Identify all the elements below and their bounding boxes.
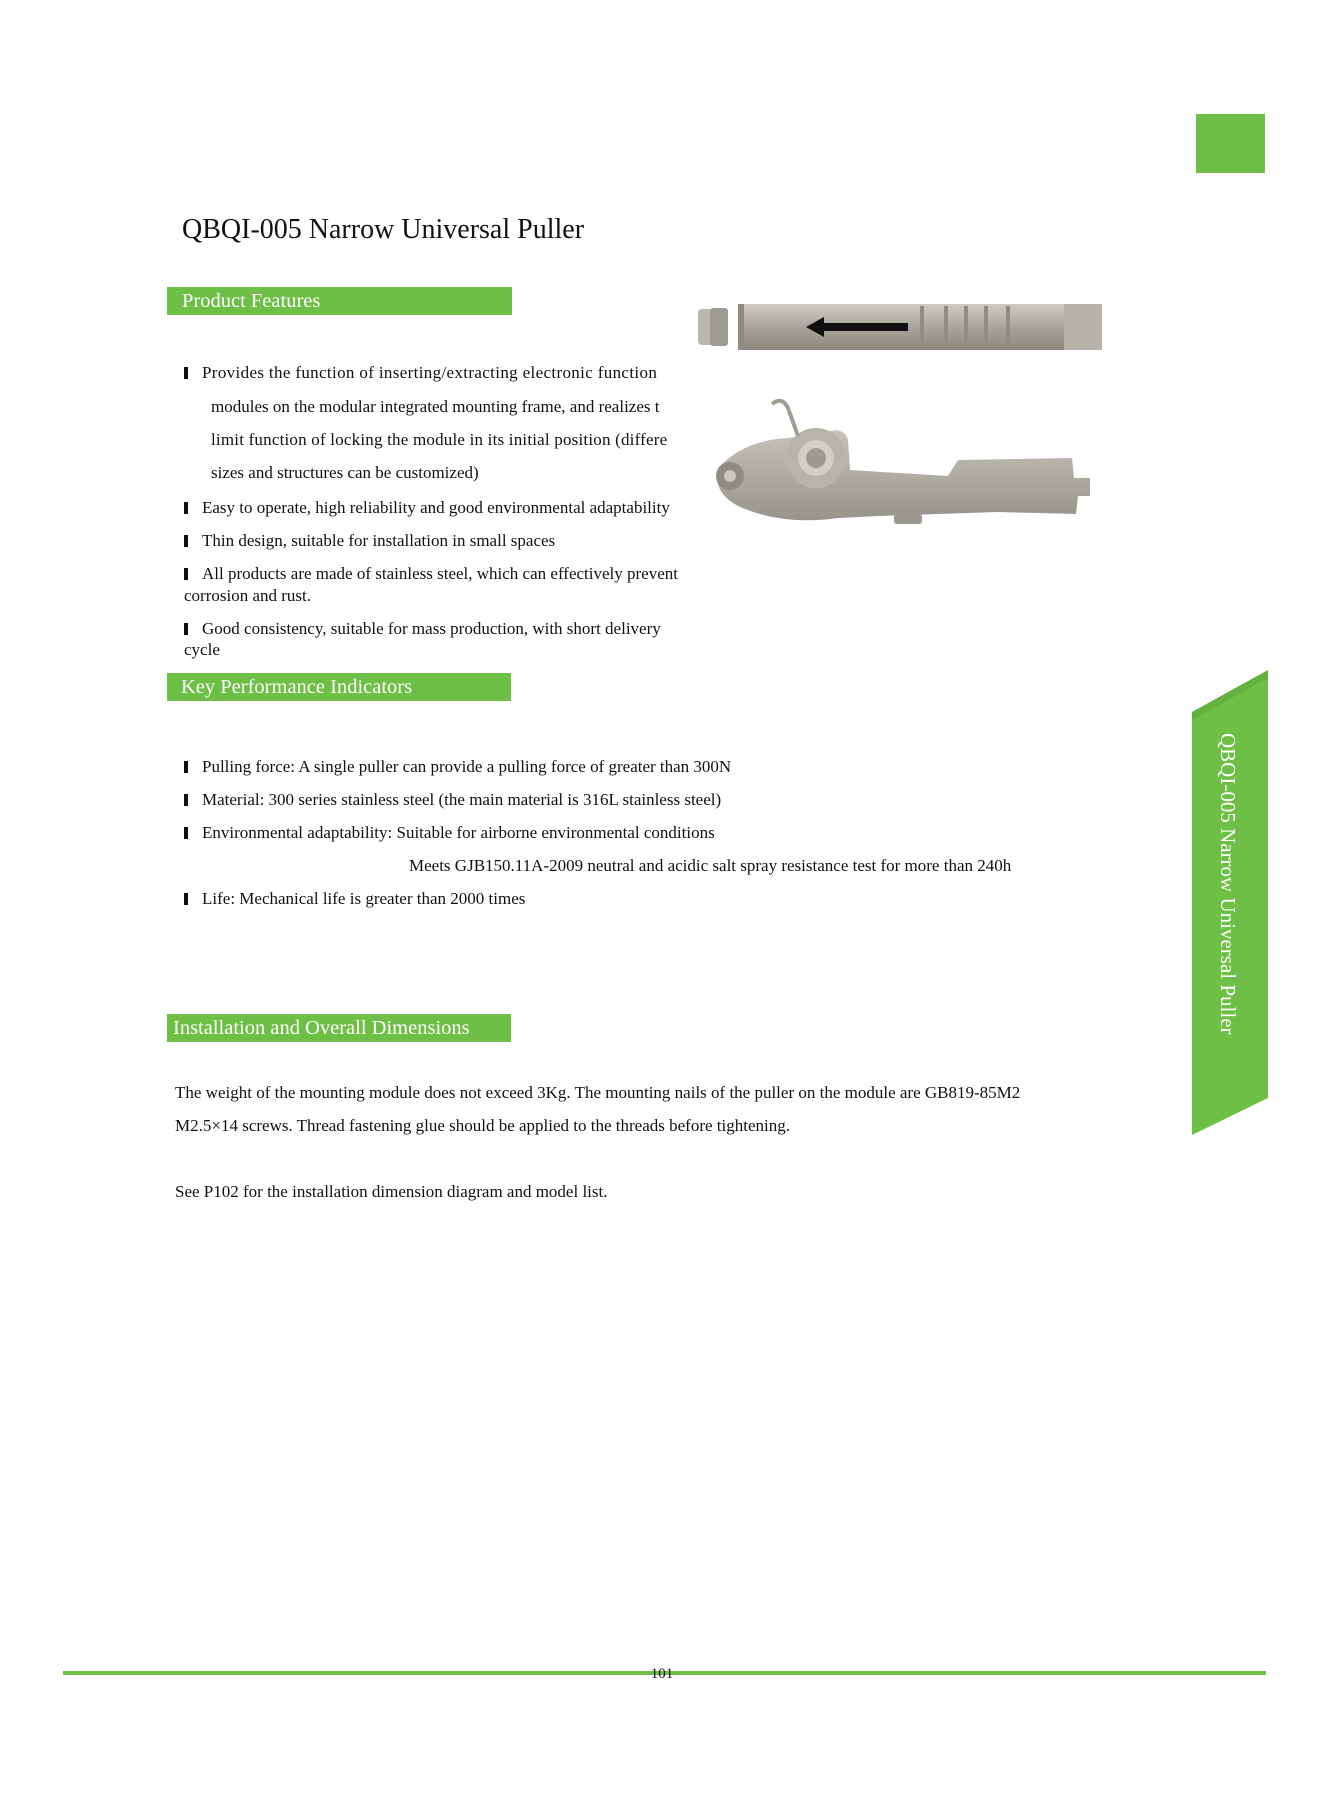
feature-item-4-line-2: corrosion and rust. [184,586,312,605]
puller-side-view [716,401,1090,524]
install-paragraph-line-1: The weight of the mounting module does not exceed 3Kg. The mounting nails of the puller on the module are GB819-85M2 [175,1083,1021,1102]
bullet-marker [184,827,188,839]
section-heading-installation-dimensions: Installation and Overall Dimensions [167,1014,511,1042]
kpi-item-life: Life: Mechanical life is greater than 2000 times [184,889,525,909]
feature-item-5-line-2: cycle [184,640,220,659]
install-reference-note: See P102 for the installation dimension diagram and model list. [175,1182,608,1201]
corner-accent-block [1196,114,1265,173]
feature-item-1-line-4: sizes and structures can be customized) [211,463,479,482]
bullet-marker [184,367,188,379]
kpi-item-material: Material: 300 series stainless steel (the main material is 316L stainless steel) [184,790,721,810]
install-paragraph-line-2: M2.5×14 screws. Thread fastening glue should be applied to the threads before tightening. [175,1116,790,1135]
feature-item-5: Good consistency, suitable for mass production, with short delivery [184,619,661,639]
bullet-marker [184,535,188,547]
feature-item-1: Provides the function of inserting/extracting electronic function [184,363,726,383]
section-heading-product-features: Product Features [167,287,512,315]
feature-item-2: Easy to operate, high reliability and good environmental adaptability [184,498,670,518]
page-number: 101 [650,1666,674,1682]
kpi-item-salt-spray: Meets GJB150.11A-2009 neutral and acidic salt spray resistance test for more than 240h [409,856,1012,875]
feature-item-1-line-2: modules on the modular integrated mounting frame, and realizes t [211,397,660,416]
bullet-marker [184,761,188,773]
bullet-marker [184,623,188,635]
kpi-item-pulling-force: Pulling force: A single puller can provide a pulling force of greater than 300N [184,757,731,777]
section-heading-key-performance-indicators: Key Performance Indicators [167,673,511,701]
page-title: QBQI-005 Narrow Universal Puller [182,214,585,245]
bullet-marker [184,568,188,580]
bullet-marker [184,502,188,514]
puller-top-view [698,304,1102,350]
bullet-marker [184,794,188,806]
feature-item-4: All products are made of stainless steel, which can effectively prevent [184,564,678,584]
side-tab-label: QBQI-005 Narrow Universal Puller [1216,733,1240,1035]
kpi-item-environmental-adaptability: Environmental adaptability: Suitable for airborne environmental conditions [184,823,715,843]
product-photo [698,300,1122,540]
bullet-marker [184,893,188,905]
feature-item-3: Thin design, suitable for installation in small spaces [184,531,555,551]
feature-item-1-line-3: limit function of locking the module in its initial position (differe [211,430,668,449]
